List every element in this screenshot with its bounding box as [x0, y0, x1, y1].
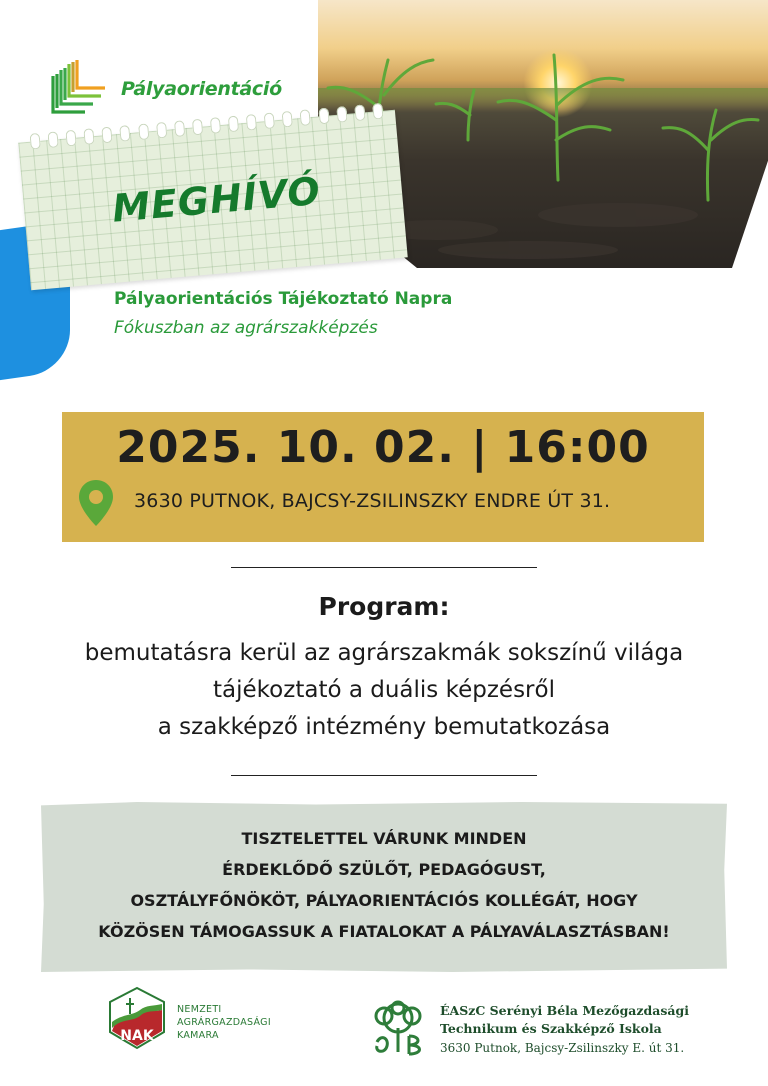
school-tree-logo: [365, 998, 431, 1058]
school-name: [440, 1002, 689, 1038]
program-item: tájékoztató a duális képzésről: [213, 677, 555, 703]
program-item: bemutatásra kerül az agrárszakmák sokszínű világa: [84, 640, 684, 666]
invitation-line: OSZTÁLYFŐNÖKÖT, PÁLYAORIENTÁCIÓS KOLLÉGÁT, HOGY: [130, 891, 638, 910]
event-address: 3630 PUTNOK, BAJCSY-ZSILINSZKY ENDRE ÚT 31.: [134, 490, 611, 512]
nak-logo: [106, 986, 168, 1050]
divider-bottom: [231, 775, 537, 776]
event-focus: Fókuszban az agrárszakképzés: [114, 318, 378, 338]
event-datetime: 2025. 10. 02. | 16:00: [116, 422, 650, 473]
invitation-line: KÖZÖSEN TÁMOGASSUK A FIATALOKAT A PÁLYAVÁLASZTÁSBAN!: [98, 922, 670, 941]
invitation-line: TISZTELETTEL VÁRUNK MINDEN: [241, 829, 527, 848]
palyaorientacio-logo-icon: [45, 56, 107, 118]
invitation-message-box: [41, 802, 727, 972]
invitation-line: ÉRDEKLŐDŐ SZÜLŐT, PEDAGÓGUST,: [222, 860, 546, 879]
nak-name: [177, 1003, 271, 1042]
event-subtitle: Pályaorientációs Tájékoztató Napra: [114, 289, 453, 309]
divider-top: [231, 567, 537, 568]
program-item: a szakképző intézmény bemutatkozása: [157, 714, 611, 740]
school-address: 3630 Putnok, Bajcsy-Zsilinszky E. út 31.: [440, 1041, 685, 1055]
program-title: Program:: [318, 592, 450, 621]
school-name-line: ÉASzC Serényi Béla Mezőgazdasági: [440, 1003, 689, 1018]
nak-name-line: NEMZETI: [177, 1004, 222, 1015]
note-title: MEGHÍVÓ: [110, 168, 323, 231]
school-name-line: Technikum és Szakképző Iskola: [440, 1021, 662, 1036]
event-info-box: [62, 412, 704, 542]
nak-name-line: KAMARA: [177, 1030, 219, 1041]
invitation-note-paper: [18, 110, 407, 290]
logo-text: Pályaorientáció: [121, 78, 282, 100]
nak-badge-text: NAK: [120, 1028, 154, 1044]
nak-name-line: AGRÁRGAZDASÁGI: [177, 1017, 271, 1028]
location-pin-icon: [76, 478, 116, 528]
